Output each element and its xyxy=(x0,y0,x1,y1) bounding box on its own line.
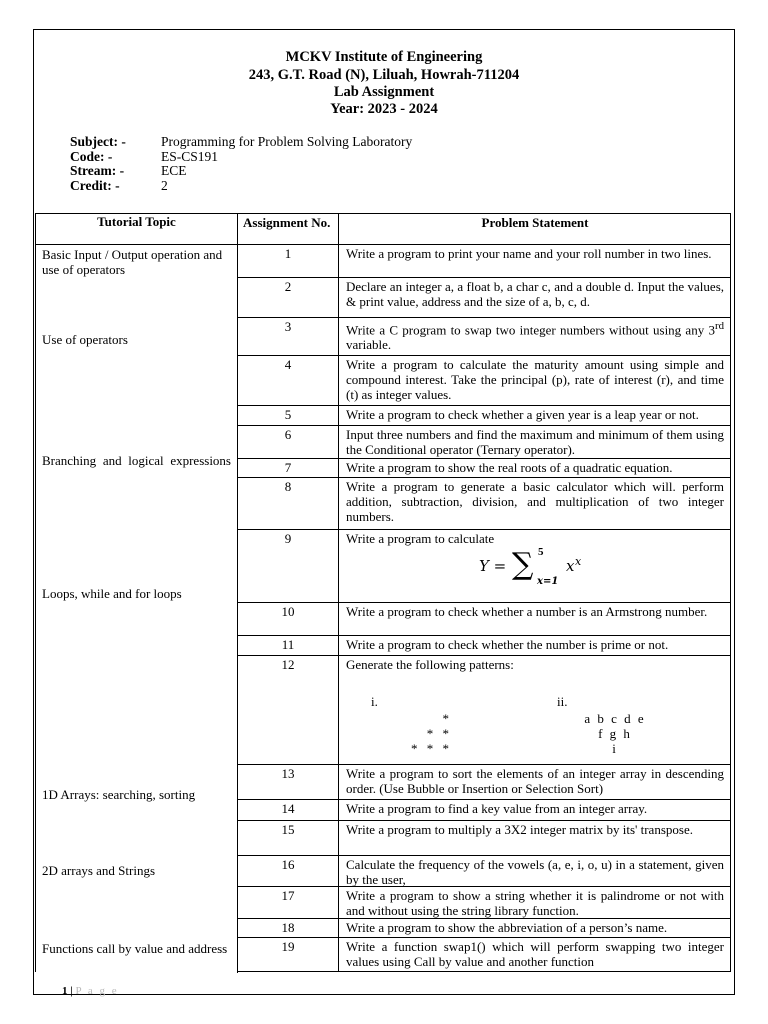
credit-label: Credit: - xyxy=(70,178,120,193)
problem-statement: Write a program to generate a basic calculator which will. perform addition, subtraction, division, and multiplication of two integer numbers. xyxy=(339,478,731,529)
star-pattern: * * * * * * xyxy=(411,711,449,756)
assignment-no: 7 xyxy=(238,459,339,477)
subject-label: Subject: - xyxy=(70,134,126,149)
assignment-no: 13 xyxy=(238,765,339,799)
page-word: P a g e xyxy=(75,985,119,997)
problem-statement: Generate the following patterns: i. ii. * * * * * * a b c d e f g h i xyxy=(339,656,731,764)
topic-cell: Branching and logical expressions xyxy=(36,407,238,530)
assignment-no: 11 xyxy=(238,636,339,655)
page-footer: 1 | P a g e xyxy=(62,985,119,997)
problem-statement: Write a program to find a key value from an integer array. xyxy=(339,800,731,820)
credit-value: 2 xyxy=(161,178,168,193)
problem-statement: Write a program to check whether a given year is a leap year or not. xyxy=(339,406,731,425)
topic-cell: 1D Arrays: searching, sorting xyxy=(36,766,238,822)
assignment-no: 12 xyxy=(238,656,339,764)
problem-statement: Write a program to sort the elements of an integer array in descending order. (Use Bubble or Insertion or Selection Sort) xyxy=(339,765,731,799)
problem-statement: Write a program to show the abbreviation of a person’s name. xyxy=(339,919,731,937)
assignment-no: 19 xyxy=(238,938,339,971)
assignment-no: 6 xyxy=(238,426,339,458)
academic-year: Year: 2023 - 2024 xyxy=(330,101,438,117)
topic-cell: Basic Input / Output operation and use of operators xyxy=(36,246,238,318)
stream-label: Stream: - xyxy=(70,163,125,178)
header-problem-statement: Problem Statement xyxy=(339,214,731,244)
topic-cell: Functions call by value and address xyxy=(36,940,238,973)
document-type: Lab Assignment xyxy=(333,84,435,100)
problem-statement: Write a program to check whether a number is an Armstrong number. xyxy=(339,603,731,635)
assignment-no: 2 xyxy=(238,278,339,317)
problem-statement: Write a program to show the real roots of a quadratic equation. xyxy=(339,459,731,477)
assignment-no: 4 xyxy=(238,356,339,405)
problem-statement: Write a program to calculate Y = ∑ 5 x=1 x x xyxy=(339,530,731,602)
page-number: 1 xyxy=(62,985,68,997)
assignment-no: 8 xyxy=(238,478,339,529)
assignment-no: 17 xyxy=(238,887,339,918)
table-header-row xyxy=(36,214,731,245)
assignment-no: 3 xyxy=(238,318,339,355)
assignment-no: 9 xyxy=(238,530,339,602)
assignment-no: 14 xyxy=(238,800,339,820)
problem-statement: Write a function swap1() which will perform swapping two integer values using Call by value and another function xyxy=(339,938,731,971)
institute-name: MCKV Institute of Engineering xyxy=(285,49,483,65)
assignment-no: 16 xyxy=(238,856,339,886)
assignment-no: 1 xyxy=(238,245,339,277)
stream-value: ECE xyxy=(161,163,187,178)
header-tutorial-topic: Tutorial Topic xyxy=(36,214,238,244)
problem-statement: Write a C program to swap two integer numbers without using any 3rd variable. xyxy=(339,318,731,355)
topic-cell: 2D arrays and Strings xyxy=(36,823,238,939)
problem-statement: Write a program to check whether the number is prime or not. xyxy=(339,636,731,655)
problem-statement: Calculate the frequency of the vowels (a, e, i, o, u) in a statement, given by the user, xyxy=(339,856,731,886)
header-assignment-no: Assignment No. xyxy=(238,214,339,244)
problem-statement: Write a program to calculate the maturity amount using simple and compound interest. Take the principal (p), rate of interest (r), and time (t) as integer values. xyxy=(339,356,731,405)
code-value: ES-CS191 xyxy=(161,149,219,164)
assignment-no: 5 xyxy=(238,406,339,425)
code-label: Code: - xyxy=(70,149,113,164)
problem-statement: Declare an integer a, a float b, a char c, and a double d. Input the values, & print value, address and the size of a, b, c, d. xyxy=(339,278,731,317)
problem-statement: Input three numbers and find the maximum and minimum of them using the Conditional operator (Ternary operator). xyxy=(339,426,731,458)
problem-statement: Write a program to multiply a 3X2 integer matrix by its' transpose. xyxy=(339,821,731,855)
summation-formula: Y = ∑ 5 x=1 x x xyxy=(479,546,582,587)
assignment-no: 10 xyxy=(238,603,339,635)
subject-value: Programming for Problem Solving Laboratory xyxy=(161,134,413,149)
topic-cell: Use of operators xyxy=(36,319,238,406)
assignment-no: 15 xyxy=(238,821,339,855)
assignment-table xyxy=(35,213,731,972)
problem-statement: Write a program to print your name and your roll number in two lines. xyxy=(339,245,731,277)
institute-address: 243, G.T. Road (N), Liluah, Howrah-711204 xyxy=(248,67,520,83)
topic-cell: Loops, while and for loops xyxy=(36,531,238,765)
problem-statement: Write a program to show a string whether it is palindrome or not with and without using the string library function. xyxy=(339,887,731,918)
assignment-no: 18 xyxy=(238,919,339,937)
letter-pattern: a b c d e f g h i xyxy=(584,711,644,756)
